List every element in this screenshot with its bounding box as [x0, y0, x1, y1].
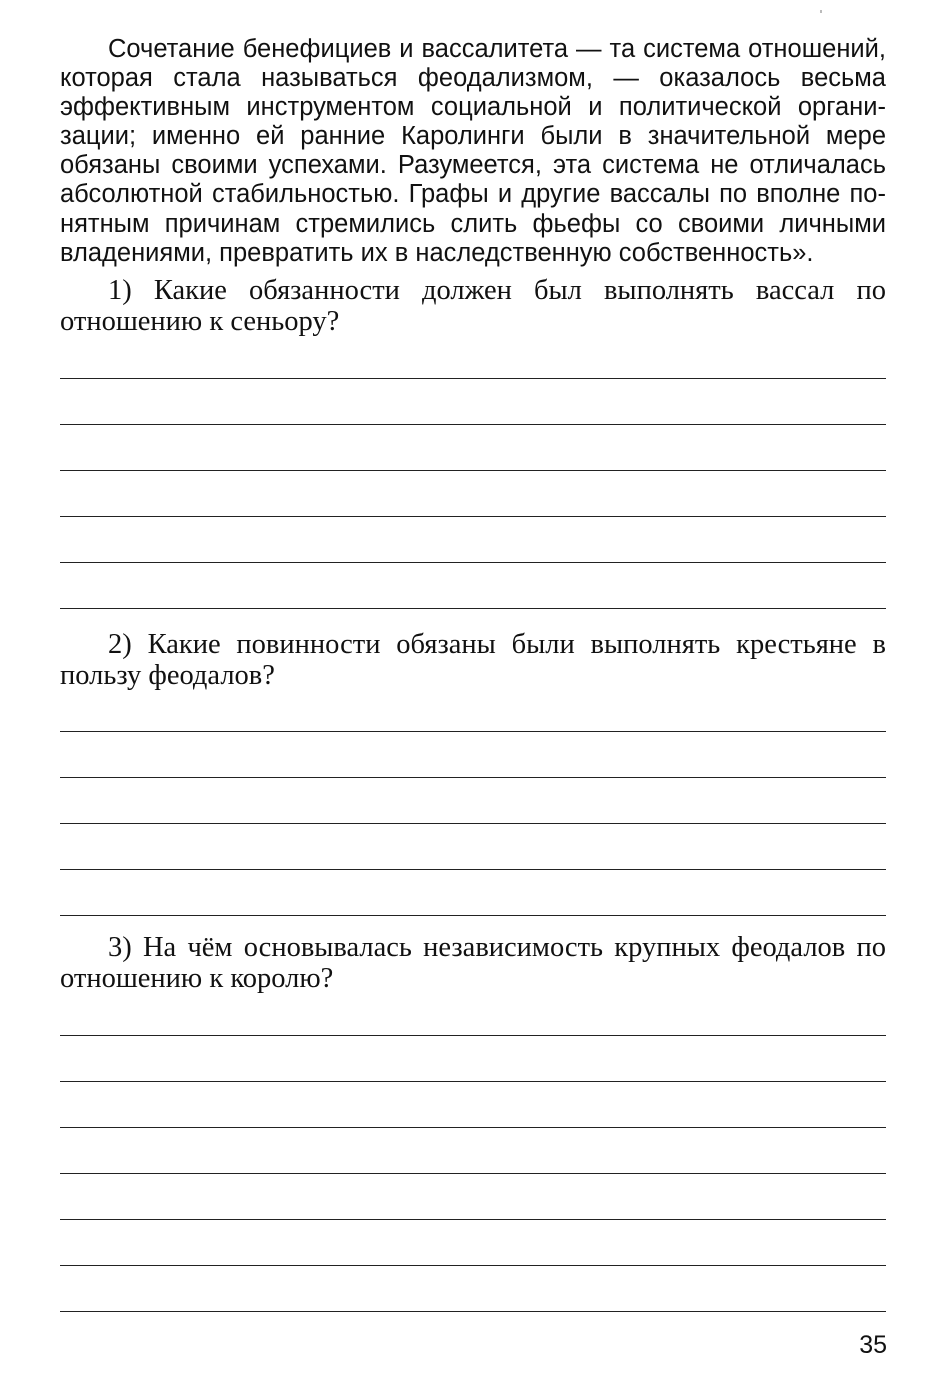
question-1: 1) Какие обязанности должен был выполнять вассал по отношению к сеньору?: [60, 275, 886, 337]
answer-line-q1-6[interactable]: [60, 608, 886, 609]
answer-line-q1-5[interactable]: [60, 562, 886, 563]
answer-line-q2-2[interactable]: [60, 777, 886, 778]
question-2: 2) Какие повинности обязаны были выполнять крестьяне в пользу феодалов?: [60, 629, 886, 691]
answer-line-q2-4[interactable]: [60, 869, 886, 870]
answer-line-q3-7[interactable]: [60, 1311, 886, 1312]
answer-line-q1-4[interactable]: [60, 516, 886, 517]
answer-line-q3-2[interactable]: [60, 1081, 886, 1082]
answer-line-q1-2[interactable]: [60, 424, 886, 425]
answer-line-q2-3[interactable]: [60, 823, 886, 824]
scan-speck: [820, 10, 822, 13]
answer-line-q1-3[interactable]: [60, 470, 886, 471]
answer-line-q1-1[interactable]: [60, 378, 886, 379]
source-passage: Сочетание бенефициев и вассалитета — та система отношений, которая стала называться феодализмом, — оказалось весьма эффективным инструментом социальной и политической организации; именно ей ранние Каролинги были в значительной мере обязаны своими успехами. Разумеется, эта система не отличалась абсолютной стабильностью. Графы и другие вассалы по вполне понятным причинам стремились слить фьефы со своими личными владениями, превратить их в наследственную собственность».: [60, 35, 886, 267]
question-3: 3) На чём основывалась независимость крупных феодалов по отношению к королю?: [60, 932, 886, 994]
answer-line-q3-5[interactable]: [60, 1219, 886, 1220]
answer-line-q3-3[interactable]: [60, 1127, 886, 1128]
answer-line-q2-1[interactable]: [60, 731, 886, 732]
answer-line-q2-5[interactable]: [60, 915, 886, 916]
answer-line-q3-1[interactable]: [60, 1035, 886, 1036]
answer-line-q3-6[interactable]: [60, 1265, 886, 1266]
page-number: 35: [859, 1331, 887, 1359]
answer-line-q3-4[interactable]: [60, 1173, 886, 1174]
